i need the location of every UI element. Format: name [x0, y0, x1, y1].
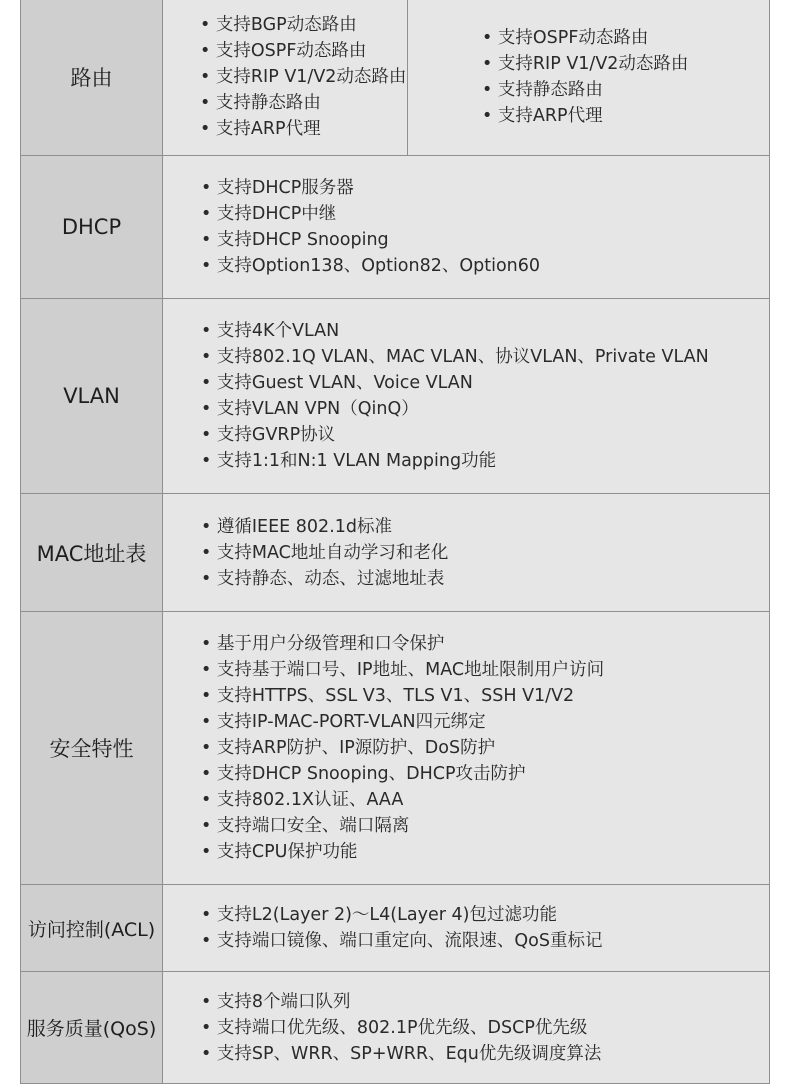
list-item: • 支持RIP V1/V2动态路由: [200, 64, 406, 90]
row-category: MAC地址表: [21, 494, 163, 612]
feature-list: [408, 25, 688, 129]
list-item: • 支持DHCP服务器: [201, 175, 769, 201]
list-item: • 支持ARP代理: [482, 103, 688, 129]
feature-list: [163, 318, 769, 474]
list-item: • 支持VLAN VPN（QinQ）: [201, 396, 769, 422]
feature-cell: [163, 612, 770, 885]
table-row: [21, 299, 770, 494]
list-item: • 遵循IEEE 802.1d标准: [201, 514, 769, 540]
list-item: • 支持8个端口队列: [201, 989, 769, 1015]
feature-list: [163, 631, 769, 865]
list-item: • 支持基于端口号、IP地址、MAC地址限制用户访问: [201, 657, 769, 683]
list-item: • 支持RIP V1/V2动态路由: [482, 51, 688, 77]
row-category: 访问控制(ACL): [21, 885, 163, 972]
row-category: VLAN: [21, 299, 163, 494]
list-item: • 支持CPU保护功能: [201, 839, 769, 865]
list-item: • 支持SP、WRR、SP+WRR、Equ优先级调度算法: [201, 1041, 769, 1067]
list-item: • 支持DHCP Snooping、DHCP攻击防护: [201, 761, 769, 787]
list-item: • 支持静态、动态、过滤地址表: [201, 566, 769, 592]
list-item: • 支持GVRP协议: [201, 422, 769, 448]
table-row: [21, 494, 770, 612]
spec-table: [20, 0, 770, 1084]
row-category: 路由: [21, 0, 163, 156]
feature-list: [163, 989, 769, 1067]
feature-cell: [163, 0, 770, 156]
list-item: • 支持端口安全、端口隔离: [201, 813, 769, 839]
feature-cell: [163, 885, 770, 972]
feature-list: [163, 12, 406, 142]
list-item: • 支持IP-MAC-PORT-VLAN四元绑定: [201, 709, 769, 735]
row-category: 服务质量(QoS): [21, 972, 163, 1084]
list-item: • 支持Guest VLAN、Voice VLAN: [201, 370, 769, 396]
table-row: [21, 156, 770, 299]
feature-column-right: [408, 0, 769, 155]
list-item: • 支持Option138、Option82、Option60: [201, 253, 769, 279]
feature-cell: [163, 494, 770, 612]
table-row: [21, 972, 770, 1084]
row-category: 安全特性: [21, 612, 163, 885]
list-item: • 支持1:1和N:1 VLAN Mapping功能: [201, 448, 769, 474]
list-item: • 支持802.1X认证、AAA: [201, 787, 769, 813]
list-item: • 支持DHCP中继: [201, 201, 769, 227]
table-row: [21, 0, 770, 156]
list-item: • 支持ARP代理: [200, 116, 406, 142]
list-item: • 支持MAC地址自动学习和老化: [201, 540, 769, 566]
feature-list: [163, 514, 769, 592]
list-item: • 支持HTTPS、SSL V3、TLS V1、SSH V1/V2: [201, 683, 769, 709]
list-item: • 支持静态路由: [200, 90, 406, 116]
list-item: • 支持DHCP Snooping: [201, 227, 769, 253]
feature-list: [163, 175, 769, 279]
feature-cell: [163, 299, 770, 494]
list-item: • 支持端口优先级、802.1P优先级、DSCP优先级: [201, 1015, 769, 1041]
row-category: DHCP: [21, 156, 163, 299]
list-item: • 支持OSPF动态路由: [200, 38, 406, 64]
list-item: • 支持802.1Q VLAN、MAC VLAN、协议VLAN、Private VLAN: [201, 344, 769, 370]
list-item: • 支持BGP动态路由: [200, 12, 406, 38]
feature-cell: [163, 156, 770, 299]
list-item: • 支持静态路由: [482, 77, 688, 103]
list-item: • 支持ARP防护、IP源防护、DoS防护: [201, 735, 769, 761]
table-row: [21, 612, 770, 885]
feature-column-left: [163, 0, 408, 155]
table-row: [21, 885, 770, 972]
list-item: • 支持L2(Layer 2)～L4(Layer 4)包过滤功能: [201, 902, 769, 928]
feature-list: [163, 902, 769, 954]
feature-cell: [163, 972, 770, 1084]
list-item: • 支持4K个VLAN: [201, 318, 769, 344]
list-item: • 基于用户分级管理和口令保护: [201, 631, 769, 657]
list-item: • 支持OSPF动态路由: [482, 25, 688, 51]
list-item: • 支持端口镜像、端口重定向、流限速、QoS重标记: [201, 928, 769, 954]
